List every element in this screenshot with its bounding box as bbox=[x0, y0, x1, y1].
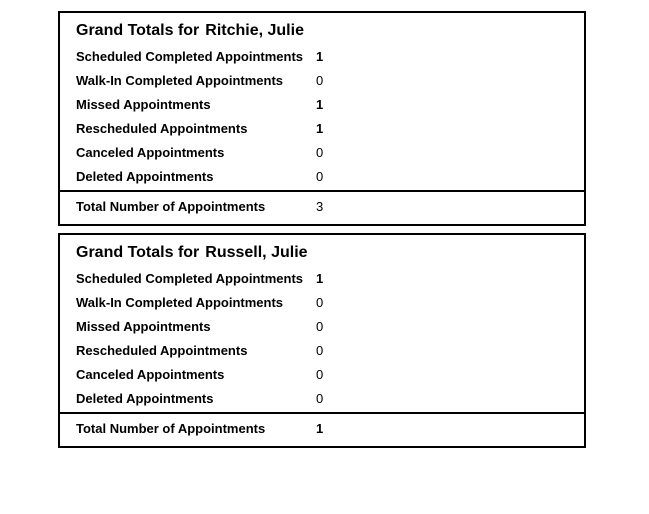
person-name: Ritchie, Julie bbox=[205, 22, 304, 39]
row-label: Deleted Appointments bbox=[76, 391, 214, 406]
grand-totals-panel-ritchie bbox=[58, 11, 586, 226]
grand-totals-panel-russell bbox=[58, 233, 586, 448]
row-value: 0 bbox=[316, 391, 324, 406]
row-label: Scheduled Completed Appointments bbox=[76, 271, 304, 286]
row-value: 0 bbox=[316, 367, 324, 382]
row-label: Scheduled Completed Appointments bbox=[76, 49, 304, 64]
row-label: Rescheduled Appointments bbox=[76, 343, 248, 358]
person-name: Russell, Julie bbox=[205, 244, 308, 261]
row-label: Total Number of Appointments bbox=[76, 421, 266, 436]
divider bbox=[60, 412, 584, 414]
row-label: Walk-In Completed Appointments bbox=[76, 73, 284, 88]
row-value: 0 bbox=[316, 319, 324, 334]
title-prefix: Grand Totals for bbox=[76, 244, 200, 261]
divider bbox=[60, 190, 584, 192]
row-label: Walk-In Completed Appointments bbox=[76, 295, 284, 310]
row-label: Missed Appointments bbox=[76, 319, 211, 334]
row-label: Missed Appointments bbox=[76, 97, 211, 112]
row-value: 0 bbox=[316, 73, 324, 88]
row-value: 1 bbox=[316, 421, 324, 436]
panel-title bbox=[76, 244, 308, 262]
row-value: 1 bbox=[316, 121, 324, 136]
row-value: 3 bbox=[316, 199, 324, 214]
row-value: 1 bbox=[316, 271, 324, 286]
row-label: Total Number of Appointments bbox=[76, 199, 266, 214]
row-value: 0 bbox=[316, 145, 324, 160]
row-label: Rescheduled Appointments bbox=[76, 121, 248, 136]
row-value: 1 bbox=[316, 49, 324, 64]
row-value: 0 bbox=[316, 343, 324, 358]
title-prefix: Grand Totals for bbox=[76, 22, 200, 39]
panel-title bbox=[76, 22, 304, 40]
row-label: Canceled Appointments bbox=[76, 145, 225, 160]
row-value: 0 bbox=[316, 295, 324, 310]
row-label: Canceled Appointments bbox=[76, 367, 225, 382]
row-value: 0 bbox=[316, 169, 324, 184]
row-label: Deleted Appointments bbox=[76, 169, 214, 184]
row-value: 1 bbox=[316, 97, 324, 112]
